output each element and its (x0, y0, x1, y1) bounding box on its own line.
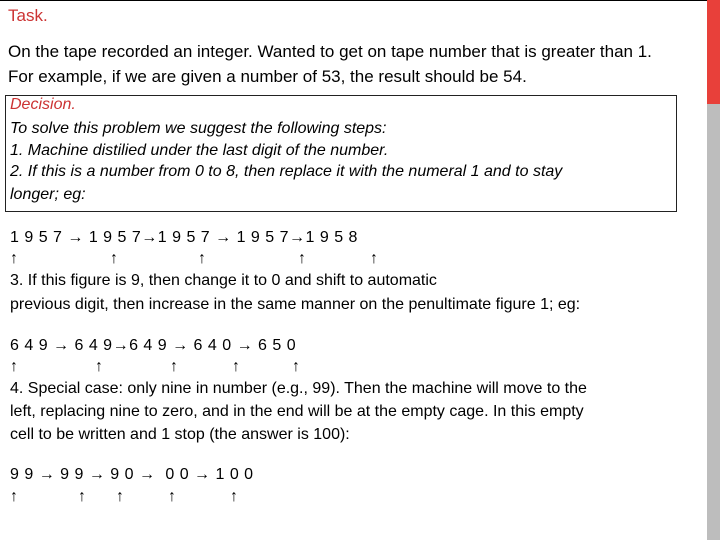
step-3-line-1: 3. If this figure is 9, then change it to 0 and shift to automatic (10, 272, 437, 289)
accent-bar-red (707, 0, 720, 104)
example-1-arrow: ↑ (298, 250, 306, 267)
example-3-arrow: ↑ (10, 488, 18, 505)
example-1-arrow: ↑ (198, 250, 206, 267)
decision-title: Decision. (10, 96, 76, 113)
top-divider (0, 0, 707, 1)
decision-line-1: To solve this problem we suggest the following steps: (10, 120, 387, 137)
example-2-arrow: ↑ (232, 358, 240, 375)
example-2-arrow: ↑ (292, 358, 300, 375)
task-title: Task. (8, 6, 48, 25)
example-1-arrow: ↑ (370, 250, 378, 267)
step-3-line-2: previous digit, then increase in the same manner on the penultimate figure 1; eg: (10, 296, 581, 313)
decision-line-4: longer; eg: (10, 186, 86, 203)
task-line-2: For example, if we are given a number of 53, the result should be 54. (8, 67, 527, 86)
example-2-arrow: ↑ (170, 358, 178, 375)
step-4-line-3: cell to be written and 1 stop (the answer is 100): (10, 426, 350, 443)
example-3-arrow: ↑ (78, 488, 86, 505)
step-4-line-1: 4. Special case: only nine in number (e.g., 99). Then the machine will move to the (10, 380, 587, 397)
decision-line-2: 1. Machine distilied under the last digit of the number. (10, 142, 389, 159)
accent-bar-gray (707, 104, 720, 540)
task-line-1: On the tape recorded an integer. Wanted to get on tape number that is greater than 1. (8, 42, 652, 61)
example-3-arrow: ↑ (116, 488, 124, 505)
step-4-line-2: left, replacing nine to zero, and in the end will be at the empty cage. In this empty (10, 403, 584, 420)
example-2-arrow: ↑ (95, 358, 103, 375)
example-2-sequence: 6 4 9 → 6 4 9→6 4 9 → 6 4 0 → 6 5 0 (10, 337, 297, 354)
example-2-arrow: ↑ (10, 358, 18, 375)
example-1-arrow: ↑ (10, 250, 18, 267)
example-1-sequence: 1 9 5 7 → 1 9 5 7→1 9 5 7 → 1 9 5 7→1 9 5 8 (10, 229, 358, 246)
example-3-arrow: ↑ (230, 488, 238, 505)
example-1-arrow: ↑ (110, 250, 118, 267)
example-3-sequence: 9 9 → 9 9 → 9 0 → 0 0 → 1 0 0 (10, 466, 254, 483)
decision-line-3: 2. If this is a number from 0 to 8, then replace it with the numeral 1 and to stay (10, 163, 563, 180)
example-3-arrow: ↑ (168, 488, 176, 505)
